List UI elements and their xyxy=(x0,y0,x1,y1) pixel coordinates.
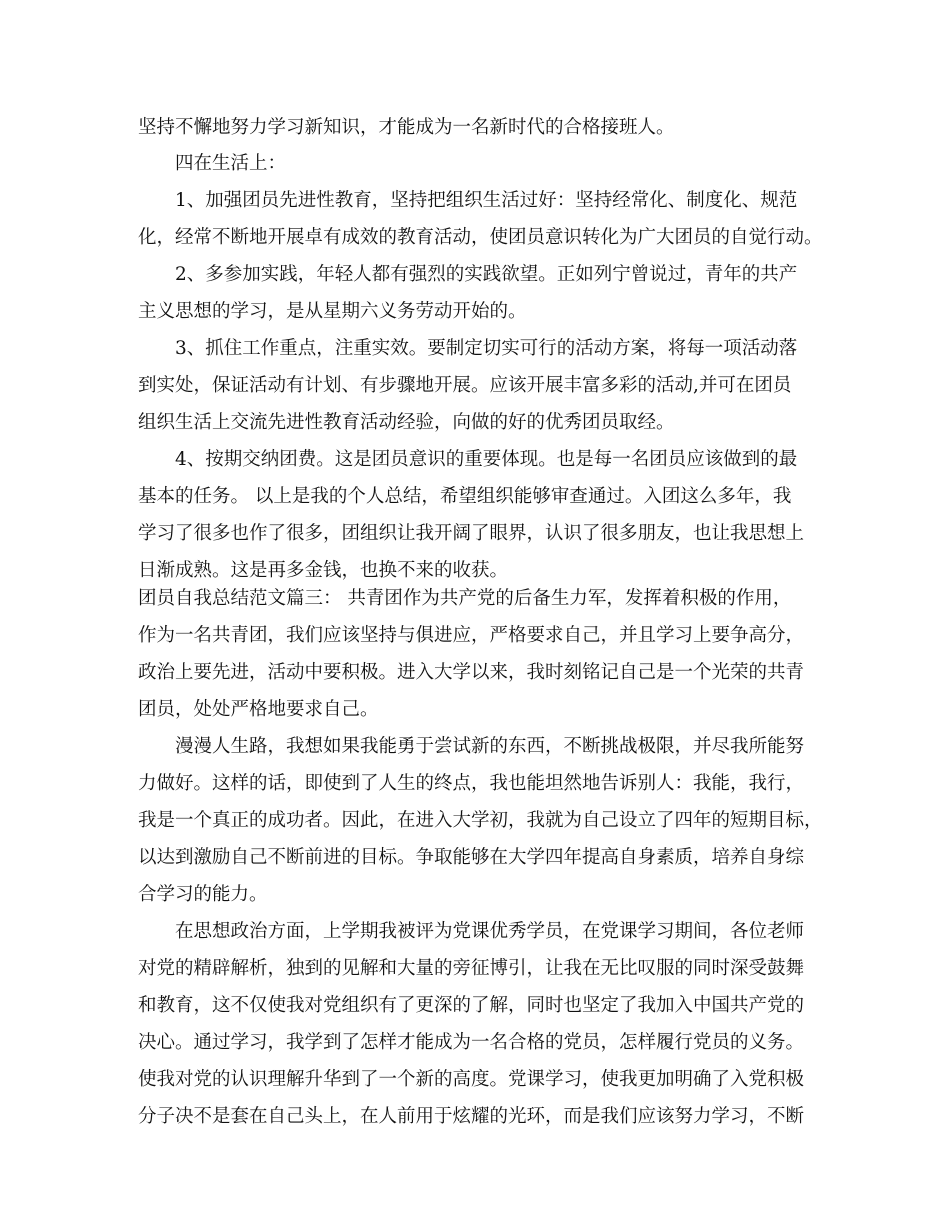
text-line: 决心。通过学习，我学到了怎样才能成为一名合格的党员，怎样履行党员的义务。 xyxy=(138,1032,805,1053)
text-line: 作为一名共青团，我们应该坚持与俱进应，严格要求自己，并且学习上要争高分， xyxy=(138,625,805,646)
text-line: 漫漫人生路，我想如果我能勇于尝试新的东西，不断挑战极限，并尽我所能努 xyxy=(175,736,805,757)
text-line: 2、多参加实践，年轻人都有强烈的实践欲望。正如列宁曾说过，青年的共产 xyxy=(175,264,798,285)
text-line: 4、按期交纳团费。这是团员意识的重要体现。也是每一名团员应该做到的最 xyxy=(175,449,798,470)
text-line: 以达到激励自己不断前进的目标。争取能够在大学四年提高自身素质，培养自身综 xyxy=(138,847,805,868)
text-line: 团员，处处严格地要求自己。 xyxy=(138,699,379,720)
text-line: 到实处，保证活动有计划、有步骤地开展。应该开展丰富多彩的活动,并可在团员 xyxy=(138,375,792,396)
text-line: 分子决不是套在自己头上，在人前用于炫耀的光环，而是我们应该努力学习，不断 xyxy=(138,1106,805,1127)
text-line: 合学习的能力。 xyxy=(138,884,268,905)
text-line: 在思想政治方面，上学期我被评为党课优秀学员，在党课学习期间，各位老师 xyxy=(175,921,805,942)
text-line: 化，经常不断地开展卓有成效的教育活动，使团员意识转化为广大团员的自觉行动。 xyxy=(138,227,823,248)
text-line: 基本的任务。 以上是我的个人总结，希望组织能够审查通过。入团这么多年，我 xyxy=(138,486,792,507)
text-line: 主义思想的学习，是从星期六义务劳动开始的。 xyxy=(138,301,527,322)
text-line: 使我对党的认识理解升华到了一个新的高度。党课学习，使我更加明确了入党积极 xyxy=(138,1069,805,1090)
text-line: 坚持不懈地努力学习新知识，才能成为一名新时代的合格接班人。 xyxy=(138,117,675,138)
text-line: 组织生活上交流先进性教育活动经验，向做的好的优秀团员取经。 xyxy=(138,412,675,433)
text-line: 日渐成熟。这是再多金钱，也换不来的收获。 xyxy=(138,560,509,581)
text-line: 我是一个真正的成功者。因此，在进入大学初，我就为自己设立了四年的短期目标， xyxy=(138,810,823,831)
text-line: 学习了很多也作了很多，团组织让我开阔了眼界，认识了很多朋友，也让我思想上 xyxy=(138,523,805,544)
text-line: 团员自我总结范文篇三： 共青团作为共产党的后备生力军，发挥着积极的作用， xyxy=(138,588,792,609)
text-line: 政治上要先进，活动中要积极。进入大学以来，我时刻铭记自己是一个光荣的共青 xyxy=(138,662,805,683)
text-line: 对党的精辟解析，独到的见解和大量的旁征博引，让我在无比叹服的同时深受鼓舞 xyxy=(138,958,805,979)
text-line: 力做好。这样的话，即使到了人生的终点，我也能坦然地告诉别人：我能，我行， xyxy=(138,773,805,794)
section-heading: 四在生活上： xyxy=(175,153,287,174)
text-line: 3、抓住工作重点，注重实效。要制定切实可行的活动方案，将每一项活动落 xyxy=(175,338,798,359)
text-line: 和教育，这不仅使我对党组织有了更深的了解，同时也坚定了我加入中国共产党的 xyxy=(138,995,805,1016)
text-line: 1、加强团员先进性教育，坚持把组织生活过好：坚持经常化、制度化、规范 xyxy=(175,190,798,211)
